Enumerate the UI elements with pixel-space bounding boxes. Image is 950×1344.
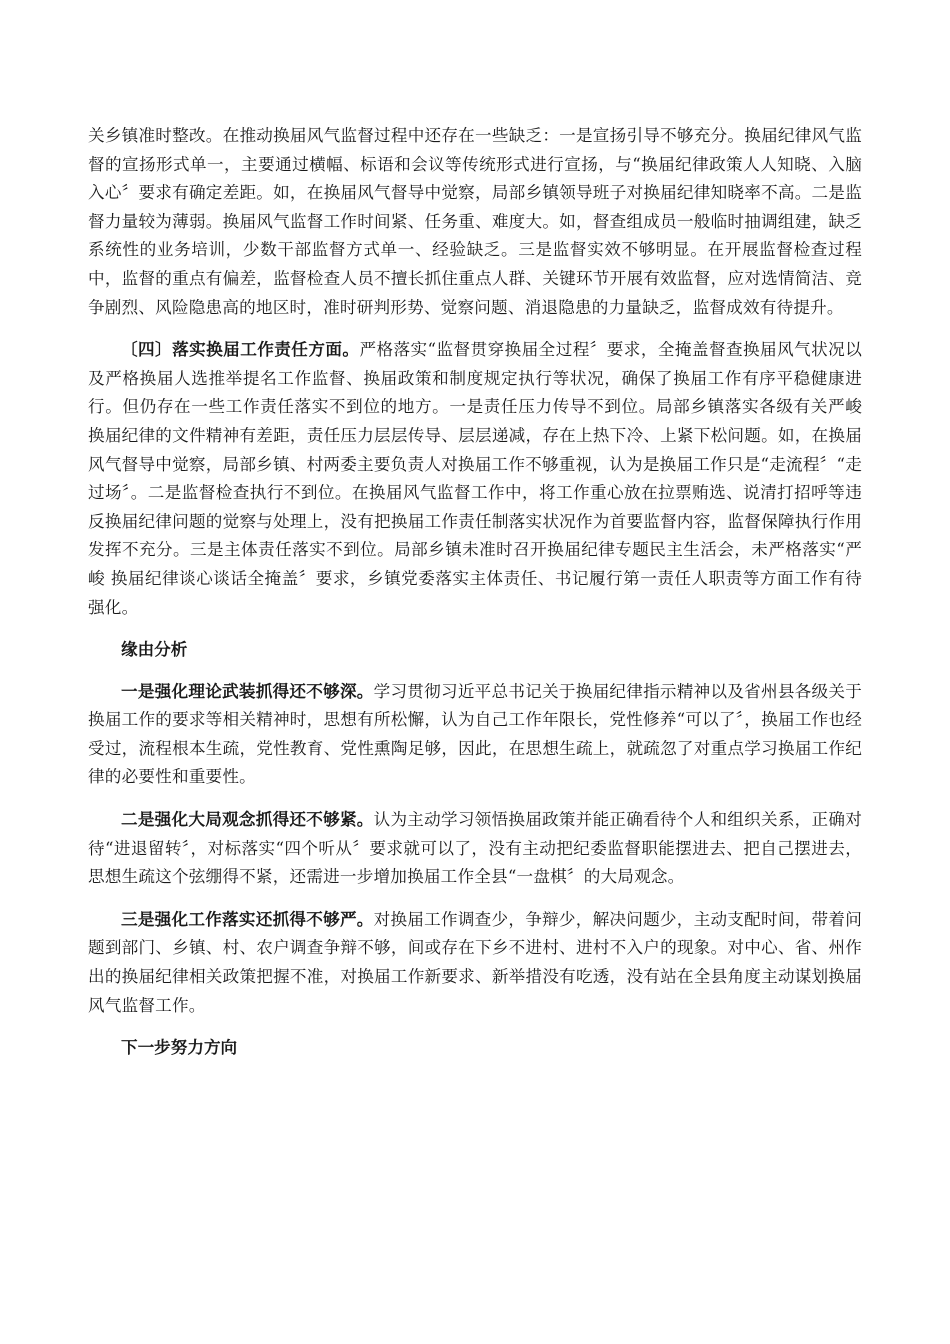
document-page xyxy=(88,122,862,1075)
paragraph-theory xyxy=(88,677,862,792)
paragraph-supervision-shortcomings xyxy=(88,122,862,322)
paragraph-lead: 三是强化工作落实还抓得不够严。 xyxy=(121,908,374,929)
paragraph-implementation xyxy=(88,905,862,1020)
paragraph-text: 关乡镇准时整改。在推动换届风气监督过程中还存在一些缺乏：一是宣扬引导不够充分。换届纪律风气监督的宣扬形式单一，主要通过横幅、标语和会议等传统形式进行宣扬，与“换届纪律政策人人知晓、入脑入心〞要求有确定差距。如，在换届风气督导中觉察，局部乡镇领导班子对换届纪律知晓率不高。二是监督力量较为薄弱。换届风气监督工作时间紧、任务重、难度大。如，督查组成员一般临时抽调组建，缺乏系统性的业务培训，少数干部监督方式单一、经验缺乏。三是监督实效不够明显。在开展监督检查过程中，监督的重点有偏差，监督检查人员不擅长抓住重点人群、关键环节开展有效监督，应对选情简洁、竞争剧烈、风险隐患高的地区时，准时研判形势、觉察问题、消退隐患的力量缺乏，监督成效有待提升。 xyxy=(88,126,862,317)
paragraph-text: 严格落实“监督贯穿换届全过程〞要求，全掩盖督查换届风气状况以及严格换届人选推举提名工作监督、换届政策和制度规定执行等状况，确保了换届工作有序平稳健康进行。但仍存在一些工作责任落实不到位的地方。一是责任压力传导不到位。局部乡镇落实各级有关严峻 换届纪律的文件精神有差距，责任压力层层传导、层层递减，存在上热下冷、上紧下松问题。如，在换届风气督导中觉察，局部乡镇、村两委主要负责人对换届工作不够重视，认为是换届工作只是“走流程〞“走过场〞。二是监督检查执行不到位。在换届风气监督工作中，将工作重心放在拉票贿选、说清打招呼等违反换届纪律问题的觉察与处理上，没有把换届工作责任制落实状况作为首要监督内容，监督保障执行作用发挥不充分。三是主体责任落实不到位。局部乡镇未准时召开换届纪律专题民主生活会，未严格落实“严峻 换届纪律谈心谈话全掩盖〞要求，乡镇党委落实主体责任、书记履行第一责任人职责等方面工作有待强化。 xyxy=(88,340,862,617)
paragraph-lead: 〔四〕落实换届工作责任方面。 xyxy=(121,339,360,360)
paragraph-lead: 二是强化大局观念抓得还不够紧。 xyxy=(121,809,374,830)
paragraph-text: 对换届工作调查少，争辩少，解决问题少，主动支配时间，带着问题到部门、乡镇、村、农户调查争辩不够，间或存在下乡不进村、进村不入户的现象。对中心、省、州作出的换届纪律相关政策把握不准，对换届工作新要求、新举措没有吃透，没有站在全县角度主动谋划换届风气监督工作。 xyxy=(88,909,862,1015)
section-heading-cause-analysis: 缘由分析 xyxy=(121,639,188,660)
paragraph-responsibility xyxy=(88,335,862,622)
section-heading-next-steps: 下一步努力方向 xyxy=(121,1037,238,1058)
paragraph-big-picture xyxy=(88,805,862,892)
paragraph-text: 认为主动学习领悟换届政策并能正确看待个人和组织关系，正确对待“进退留转〞，对标落实“四个听从〞要求就可以了，没有主动把纪委监督职能摆进去、把自己摆进去，思想生疏这个弦绷得不紧，还需进一步增加换届工作全县“一盘棋〞的大局观念。 xyxy=(88,810,862,887)
paragraph-lead: 一是强化理论武装抓得还不够深。 xyxy=(121,680,374,701)
paragraph-text: 学习贯彻习近平总书记关于换届纪律指示精神以及省州县各级关于换届工作的要求等相关精神时，思想有所松懈，认为自己工作年限长，党性修养“可以了〞，换届工作也经受过，流程根本生疏，党性教育、党性熏陶足够，因此，在思想生疏上，就疏忽了对重点学习换届工作纪律的必要性和重要性。 xyxy=(88,681,862,787)
